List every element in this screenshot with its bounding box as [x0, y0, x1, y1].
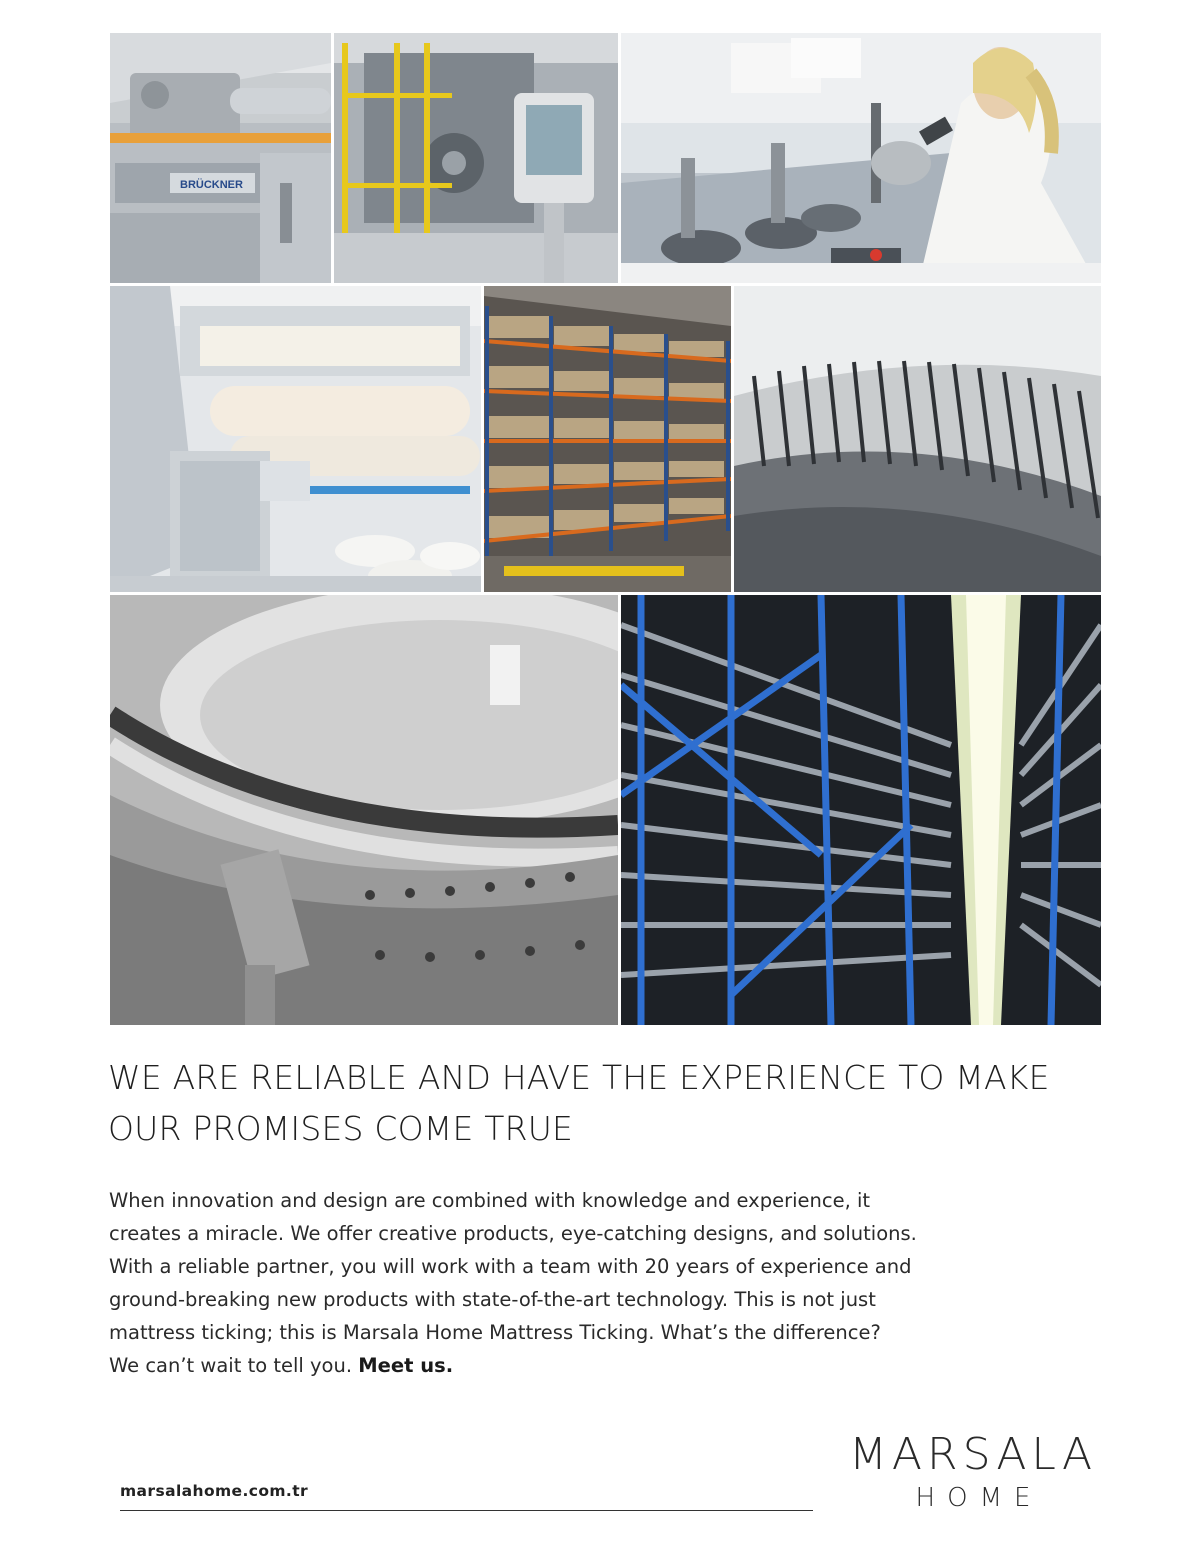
bruckner-label: BRÜCKNER [180, 179, 243, 191]
body-line: creates a miracle. We offer creative products, eye-catching designs, and solutions. [109, 1222, 917, 1245]
headline [108, 1052, 1118, 1154]
photo-lab-microscope [621, 33, 1101, 283]
photo-bruckner-machine [110, 33, 331, 283]
photo-warehouse-racking [484, 286, 731, 592]
body-line: When innovation and design are combined with knowledge and experience, it [109, 1189, 871, 1212]
photo-yellow-rail-machine [334, 33, 618, 283]
logo-wordmark: MARSALA [848, 1429, 1098, 1480]
meet-us-cta: Meet us. [358, 1354, 454, 1377]
photo-fabric-inspection-machine [110, 286, 481, 592]
photo-automated-roll-storage [621, 595, 1101, 1025]
headline-line-2: OUR PROMISES COME TRUE [108, 1109, 574, 1148]
photo-circular-knitting-machine [110, 595, 618, 1025]
footer-divider [120, 1510, 813, 1511]
body-paragraph [109, 1184, 1099, 1382]
body-line: With a reliable partner, you will work with a team with 20 years of experience and [109, 1255, 912, 1278]
body-line: We can’t wait to tell you. [109, 1354, 359, 1377]
website-url[interactable]: marsalahome.com.tr [120, 1482, 309, 1500]
photo-knitting-needles [734, 286, 1101, 592]
logo-subtitle: HOME [915, 1483, 1043, 1513]
body-line: ground-breaking new products with state-of-the-art technology. This is not just [109, 1288, 876, 1311]
marsala-home-logo [838, 1429, 1108, 1514]
headline-line-1: WE ARE RELIABLE AND HAVE THE EXPERIENCE TO MAKE [108, 1058, 1050, 1097]
body-line: mattress ticking; this is Marsala Home Mattress Ticking. What’s the difference? [109, 1321, 881, 1344]
